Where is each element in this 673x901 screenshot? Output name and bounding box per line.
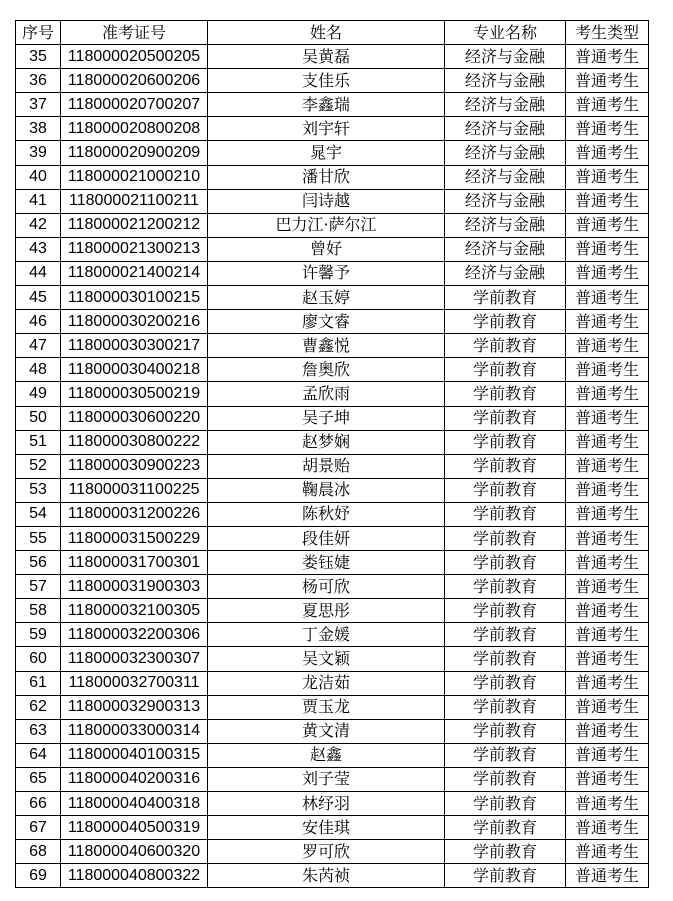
table-row bbox=[16, 671, 649, 695]
exam-id-cell: 118000020900209 bbox=[61, 141, 208, 165]
table-row bbox=[16, 551, 649, 575]
major-cell: 学前教育 bbox=[445, 767, 566, 791]
candidate-type-cell: 普通考生 bbox=[566, 816, 649, 840]
major-cell: 经济与金融 bbox=[445, 237, 566, 261]
seq-cell: 35 bbox=[16, 45, 61, 69]
candidate-type-cell: 普通考生 bbox=[566, 454, 649, 478]
exam-id-cell: 118000021400214 bbox=[61, 261, 208, 285]
table-row bbox=[16, 864, 649, 888]
major-cell: 经济与金融 bbox=[445, 141, 566, 165]
seq-cell: 64 bbox=[16, 743, 61, 767]
major-cell: 学前教育 bbox=[445, 454, 566, 478]
candidate-type-cell: 普通考生 bbox=[566, 671, 649, 695]
exam-id-cell: 118000040400318 bbox=[61, 792, 208, 816]
seq-cell: 48 bbox=[16, 358, 61, 382]
name-cell: 孟欣雨 bbox=[208, 382, 445, 406]
exam-id-cell: 118000030500219 bbox=[61, 382, 208, 406]
candidate-type-cell: 普通考生 bbox=[566, 551, 649, 575]
seq-cell: 50 bbox=[16, 406, 61, 430]
table-row bbox=[16, 286, 649, 310]
candidate-type-cell: 普通考生 bbox=[566, 743, 649, 767]
candidate-type-cell: 普通考生 bbox=[566, 406, 649, 430]
candidate-table bbox=[15, 20, 649, 888]
seq-cell: 43 bbox=[16, 237, 61, 261]
candidate-type-cell: 普通考生 bbox=[566, 719, 649, 743]
name-cell: 安佳琪 bbox=[208, 816, 445, 840]
major-cell: 学前教育 bbox=[445, 719, 566, 743]
major-cell: 学前教育 bbox=[445, 575, 566, 599]
exam-id-cell: 118000020700207 bbox=[61, 93, 208, 117]
name-cell: 鞠晨冰 bbox=[208, 478, 445, 502]
major-cell: 学前教育 bbox=[445, 358, 566, 382]
candidate-type-cell: 普通考生 bbox=[566, 647, 649, 671]
major-cell: 学前教育 bbox=[445, 647, 566, 671]
table-row bbox=[16, 526, 649, 550]
name-cell: 支佳乐 bbox=[208, 69, 445, 93]
exam-id-cell: 118000032100305 bbox=[61, 599, 208, 623]
exam-id-cell: 118000030900223 bbox=[61, 454, 208, 478]
candidate-type-cell: 普通考生 bbox=[566, 261, 649, 285]
table-row bbox=[16, 575, 649, 599]
name-cell: 晁宇 bbox=[208, 141, 445, 165]
seq-cell: 45 bbox=[16, 286, 61, 310]
seq-cell: 38 bbox=[16, 117, 61, 141]
name-cell: 陈秋妤 bbox=[208, 502, 445, 526]
table-row bbox=[16, 189, 649, 213]
seq-cell: 55 bbox=[16, 526, 61, 550]
name-cell: 赵梦娴 bbox=[208, 430, 445, 454]
candidate-type-cell: 普通考生 bbox=[566, 840, 649, 864]
seq-cell: 39 bbox=[16, 141, 61, 165]
exam-id-cell: 118000040800322 bbox=[61, 864, 208, 888]
seq-cell: 40 bbox=[16, 165, 61, 189]
major-cell: 学前教育 bbox=[445, 599, 566, 623]
exam-id-cell: 118000032700311 bbox=[61, 671, 208, 695]
candidate-type-cell: 普通考生 bbox=[566, 189, 649, 213]
seq-cell: 36 bbox=[16, 69, 61, 93]
exam-id-cell: 118000020600206 bbox=[61, 69, 208, 93]
seq-cell: 54 bbox=[16, 502, 61, 526]
major-cell: 经济与金融 bbox=[445, 213, 566, 237]
header-exam-id: 准考证号 bbox=[61, 21, 208, 45]
table-row bbox=[16, 382, 649, 406]
header-row bbox=[16, 21, 649, 45]
exam-id-cell: 118000030400218 bbox=[61, 358, 208, 382]
candidate-type-cell: 普通考生 bbox=[566, 141, 649, 165]
exam-id-cell: 118000031200226 bbox=[61, 502, 208, 526]
name-cell: 丁金媛 bbox=[208, 623, 445, 647]
candidate-type-cell: 普通考生 bbox=[566, 69, 649, 93]
seq-cell: 61 bbox=[16, 671, 61, 695]
major-cell: 学前教育 bbox=[445, 695, 566, 719]
exam-id-cell: 118000031900303 bbox=[61, 575, 208, 599]
candidate-type-cell: 普通考生 bbox=[566, 165, 649, 189]
exam-id-cell: 118000031100225 bbox=[61, 478, 208, 502]
header-name: 姓名 bbox=[208, 21, 445, 45]
major-cell: 学前教育 bbox=[445, 310, 566, 334]
name-cell: 夏思彤 bbox=[208, 599, 445, 623]
exam-id-cell: 118000040500319 bbox=[61, 816, 208, 840]
name-cell: 潘甘欣 bbox=[208, 165, 445, 189]
name-cell: 刘宇轩 bbox=[208, 117, 445, 141]
name-cell: 吴黄磊 bbox=[208, 45, 445, 69]
table-row bbox=[16, 743, 649, 767]
name-cell: 龙洁茹 bbox=[208, 671, 445, 695]
seq-cell: 63 bbox=[16, 719, 61, 743]
seq-cell: 51 bbox=[16, 430, 61, 454]
candidate-type-cell: 普通考生 bbox=[566, 695, 649, 719]
major-cell: 学前教育 bbox=[445, 623, 566, 647]
table-body bbox=[16, 45, 649, 888]
name-cell: 廖文睿 bbox=[208, 310, 445, 334]
table-row bbox=[16, 719, 649, 743]
major-cell: 学前教育 bbox=[445, 478, 566, 502]
seq-cell: 62 bbox=[16, 695, 61, 719]
table-row bbox=[16, 237, 649, 261]
candidate-type-cell: 普通考生 bbox=[566, 430, 649, 454]
name-cell: 段佳妍 bbox=[208, 526, 445, 550]
candidate-type-cell: 普通考生 bbox=[566, 526, 649, 550]
name-cell: 杨可欣 bbox=[208, 575, 445, 599]
candidate-type-cell: 普通考生 bbox=[566, 334, 649, 358]
seq-cell: 60 bbox=[16, 647, 61, 671]
seq-cell: 69 bbox=[16, 864, 61, 888]
candidate-type-cell: 普通考生 bbox=[566, 286, 649, 310]
table-row bbox=[16, 45, 649, 69]
exam-id-cell: 118000033000314 bbox=[61, 719, 208, 743]
seq-cell: 42 bbox=[16, 213, 61, 237]
major-cell: 学前教育 bbox=[445, 502, 566, 526]
table-row bbox=[16, 334, 649, 358]
major-cell: 学前教育 bbox=[445, 864, 566, 888]
name-cell: 詹奥欣 bbox=[208, 358, 445, 382]
seq-cell: 65 bbox=[16, 767, 61, 791]
candidate-type-cell: 普通考生 bbox=[566, 599, 649, 623]
exam-id-cell: 118000030100215 bbox=[61, 286, 208, 310]
table-row bbox=[16, 792, 649, 816]
name-cell: 林纾羽 bbox=[208, 792, 445, 816]
candidate-type-cell: 普通考生 bbox=[566, 792, 649, 816]
seq-cell: 56 bbox=[16, 551, 61, 575]
name-cell: 朱芮祯 bbox=[208, 864, 445, 888]
candidate-type-cell: 普通考生 bbox=[566, 382, 649, 406]
exam-id-cell: 118000040600320 bbox=[61, 840, 208, 864]
table-row bbox=[16, 213, 649, 237]
table-row bbox=[16, 623, 649, 647]
candidate-type-cell: 普通考生 bbox=[566, 864, 649, 888]
major-cell: 学前教育 bbox=[445, 286, 566, 310]
seq-cell: 53 bbox=[16, 478, 61, 502]
name-cell: 娄钰婕 bbox=[208, 551, 445, 575]
seq-cell: 46 bbox=[16, 310, 61, 334]
exam-id-cell: 118000040200316 bbox=[61, 767, 208, 791]
exam-id-cell: 118000021300213 bbox=[61, 237, 208, 261]
table-row bbox=[16, 454, 649, 478]
table-row bbox=[16, 406, 649, 430]
exam-id-cell: 118000030200216 bbox=[61, 310, 208, 334]
candidate-type-cell: 普通考生 bbox=[566, 117, 649, 141]
major-cell: 经济与金融 bbox=[445, 93, 566, 117]
major-cell: 经济与金融 bbox=[445, 117, 566, 141]
name-cell: 曹鑫悦 bbox=[208, 334, 445, 358]
major-cell: 学前教育 bbox=[445, 430, 566, 454]
exam-id-cell: 118000021000210 bbox=[61, 165, 208, 189]
table-row bbox=[16, 502, 649, 526]
name-cell: 赵鑫 bbox=[208, 743, 445, 767]
name-cell: 胡景贻 bbox=[208, 454, 445, 478]
candidate-type-cell: 普通考生 bbox=[566, 478, 649, 502]
major-cell: 学前教育 bbox=[445, 840, 566, 864]
header-major: 专业名称 bbox=[445, 21, 566, 45]
exam-id-cell: 118000030600220 bbox=[61, 406, 208, 430]
candidate-type-cell: 普通考生 bbox=[566, 310, 649, 334]
major-cell: 经济与金融 bbox=[445, 165, 566, 189]
name-cell: 吴文颖 bbox=[208, 647, 445, 671]
exam-id-cell: 118000021100211 bbox=[61, 189, 208, 213]
table-header bbox=[16, 21, 649, 45]
seq-cell: 44 bbox=[16, 261, 61, 285]
candidate-type-cell: 普通考生 bbox=[566, 358, 649, 382]
major-cell: 学前教育 bbox=[445, 743, 566, 767]
major-cell: 学前教育 bbox=[445, 551, 566, 575]
seq-cell: 66 bbox=[16, 792, 61, 816]
table-row bbox=[16, 767, 649, 791]
table-row bbox=[16, 69, 649, 93]
exam-id-cell: 118000030800222 bbox=[61, 430, 208, 454]
table-row bbox=[16, 840, 649, 864]
name-cell: 刘子莹 bbox=[208, 767, 445, 791]
exam-id-cell: 118000032200306 bbox=[61, 623, 208, 647]
exam-id-cell: 118000021200212 bbox=[61, 213, 208, 237]
name-cell: 李鑫瑞 bbox=[208, 93, 445, 117]
name-cell: 赵玉婷 bbox=[208, 286, 445, 310]
name-cell: 罗可欣 bbox=[208, 840, 445, 864]
major-cell: 学前教育 bbox=[445, 526, 566, 550]
table-row bbox=[16, 430, 649, 454]
seq-cell: 47 bbox=[16, 334, 61, 358]
name-cell: 曾好 bbox=[208, 237, 445, 261]
exam-id-cell: 118000040100315 bbox=[61, 743, 208, 767]
seq-cell: 41 bbox=[16, 189, 61, 213]
table-row bbox=[16, 261, 649, 285]
exam-id-cell: 118000030300217 bbox=[61, 334, 208, 358]
candidate-type-cell: 普通考生 bbox=[566, 213, 649, 237]
table-row bbox=[16, 117, 649, 141]
seq-cell: 58 bbox=[16, 599, 61, 623]
candidate-type-cell: 普通考生 bbox=[566, 575, 649, 599]
exam-id-cell: 118000032300307 bbox=[61, 647, 208, 671]
table-row bbox=[16, 647, 649, 671]
seq-cell: 52 bbox=[16, 454, 61, 478]
seq-cell: 59 bbox=[16, 623, 61, 647]
name-cell: 许馨予 bbox=[208, 261, 445, 285]
candidate-type-cell: 普通考生 bbox=[566, 767, 649, 791]
candidate-type-cell: 普通考生 bbox=[566, 623, 649, 647]
major-cell: 学前教育 bbox=[445, 792, 566, 816]
table-row bbox=[16, 695, 649, 719]
major-cell: 学前教育 bbox=[445, 334, 566, 358]
table-row bbox=[16, 310, 649, 334]
exam-id-cell: 118000020800208 bbox=[61, 117, 208, 141]
name-cell: 贾玉龙 bbox=[208, 695, 445, 719]
candidate-type-cell: 普通考生 bbox=[566, 93, 649, 117]
major-cell: 学前教育 bbox=[445, 406, 566, 430]
name-cell: 闫诗越 bbox=[208, 189, 445, 213]
header-seq: 序号 bbox=[16, 21, 61, 45]
table-row bbox=[16, 93, 649, 117]
name-cell: 黄文清 bbox=[208, 719, 445, 743]
seq-cell: 68 bbox=[16, 840, 61, 864]
major-cell: 学前教育 bbox=[445, 671, 566, 695]
table-row bbox=[16, 816, 649, 840]
exam-id-cell: 118000031700301 bbox=[61, 551, 208, 575]
candidate-type-cell: 普通考生 bbox=[566, 45, 649, 69]
table-row bbox=[16, 478, 649, 502]
exam-id-cell: 118000031500229 bbox=[61, 526, 208, 550]
table-row bbox=[16, 141, 649, 165]
seq-cell: 67 bbox=[16, 816, 61, 840]
table-row bbox=[16, 165, 649, 189]
seq-cell: 37 bbox=[16, 93, 61, 117]
major-cell: 经济与金融 bbox=[445, 189, 566, 213]
exam-id-cell: 118000020500205 bbox=[61, 45, 208, 69]
major-cell: 经济与金融 bbox=[445, 261, 566, 285]
name-cell: 巴力江·萨尔江 bbox=[208, 213, 445, 237]
table-row bbox=[16, 599, 649, 623]
header-candidate-type: 考生类型 bbox=[566, 21, 649, 45]
name-cell: 吴子坤 bbox=[208, 406, 445, 430]
exam-id-cell: 118000032900313 bbox=[61, 695, 208, 719]
major-cell: 经济与金融 bbox=[445, 45, 566, 69]
candidate-type-cell: 普通考生 bbox=[566, 237, 649, 261]
major-cell: 经济与金融 bbox=[445, 69, 566, 93]
major-cell: 学前教育 bbox=[445, 816, 566, 840]
major-cell: 学前教育 bbox=[445, 382, 566, 406]
seq-cell: 49 bbox=[16, 382, 61, 406]
table-row bbox=[16, 358, 649, 382]
candidate-type-cell: 普通考生 bbox=[566, 502, 649, 526]
seq-cell: 57 bbox=[16, 575, 61, 599]
